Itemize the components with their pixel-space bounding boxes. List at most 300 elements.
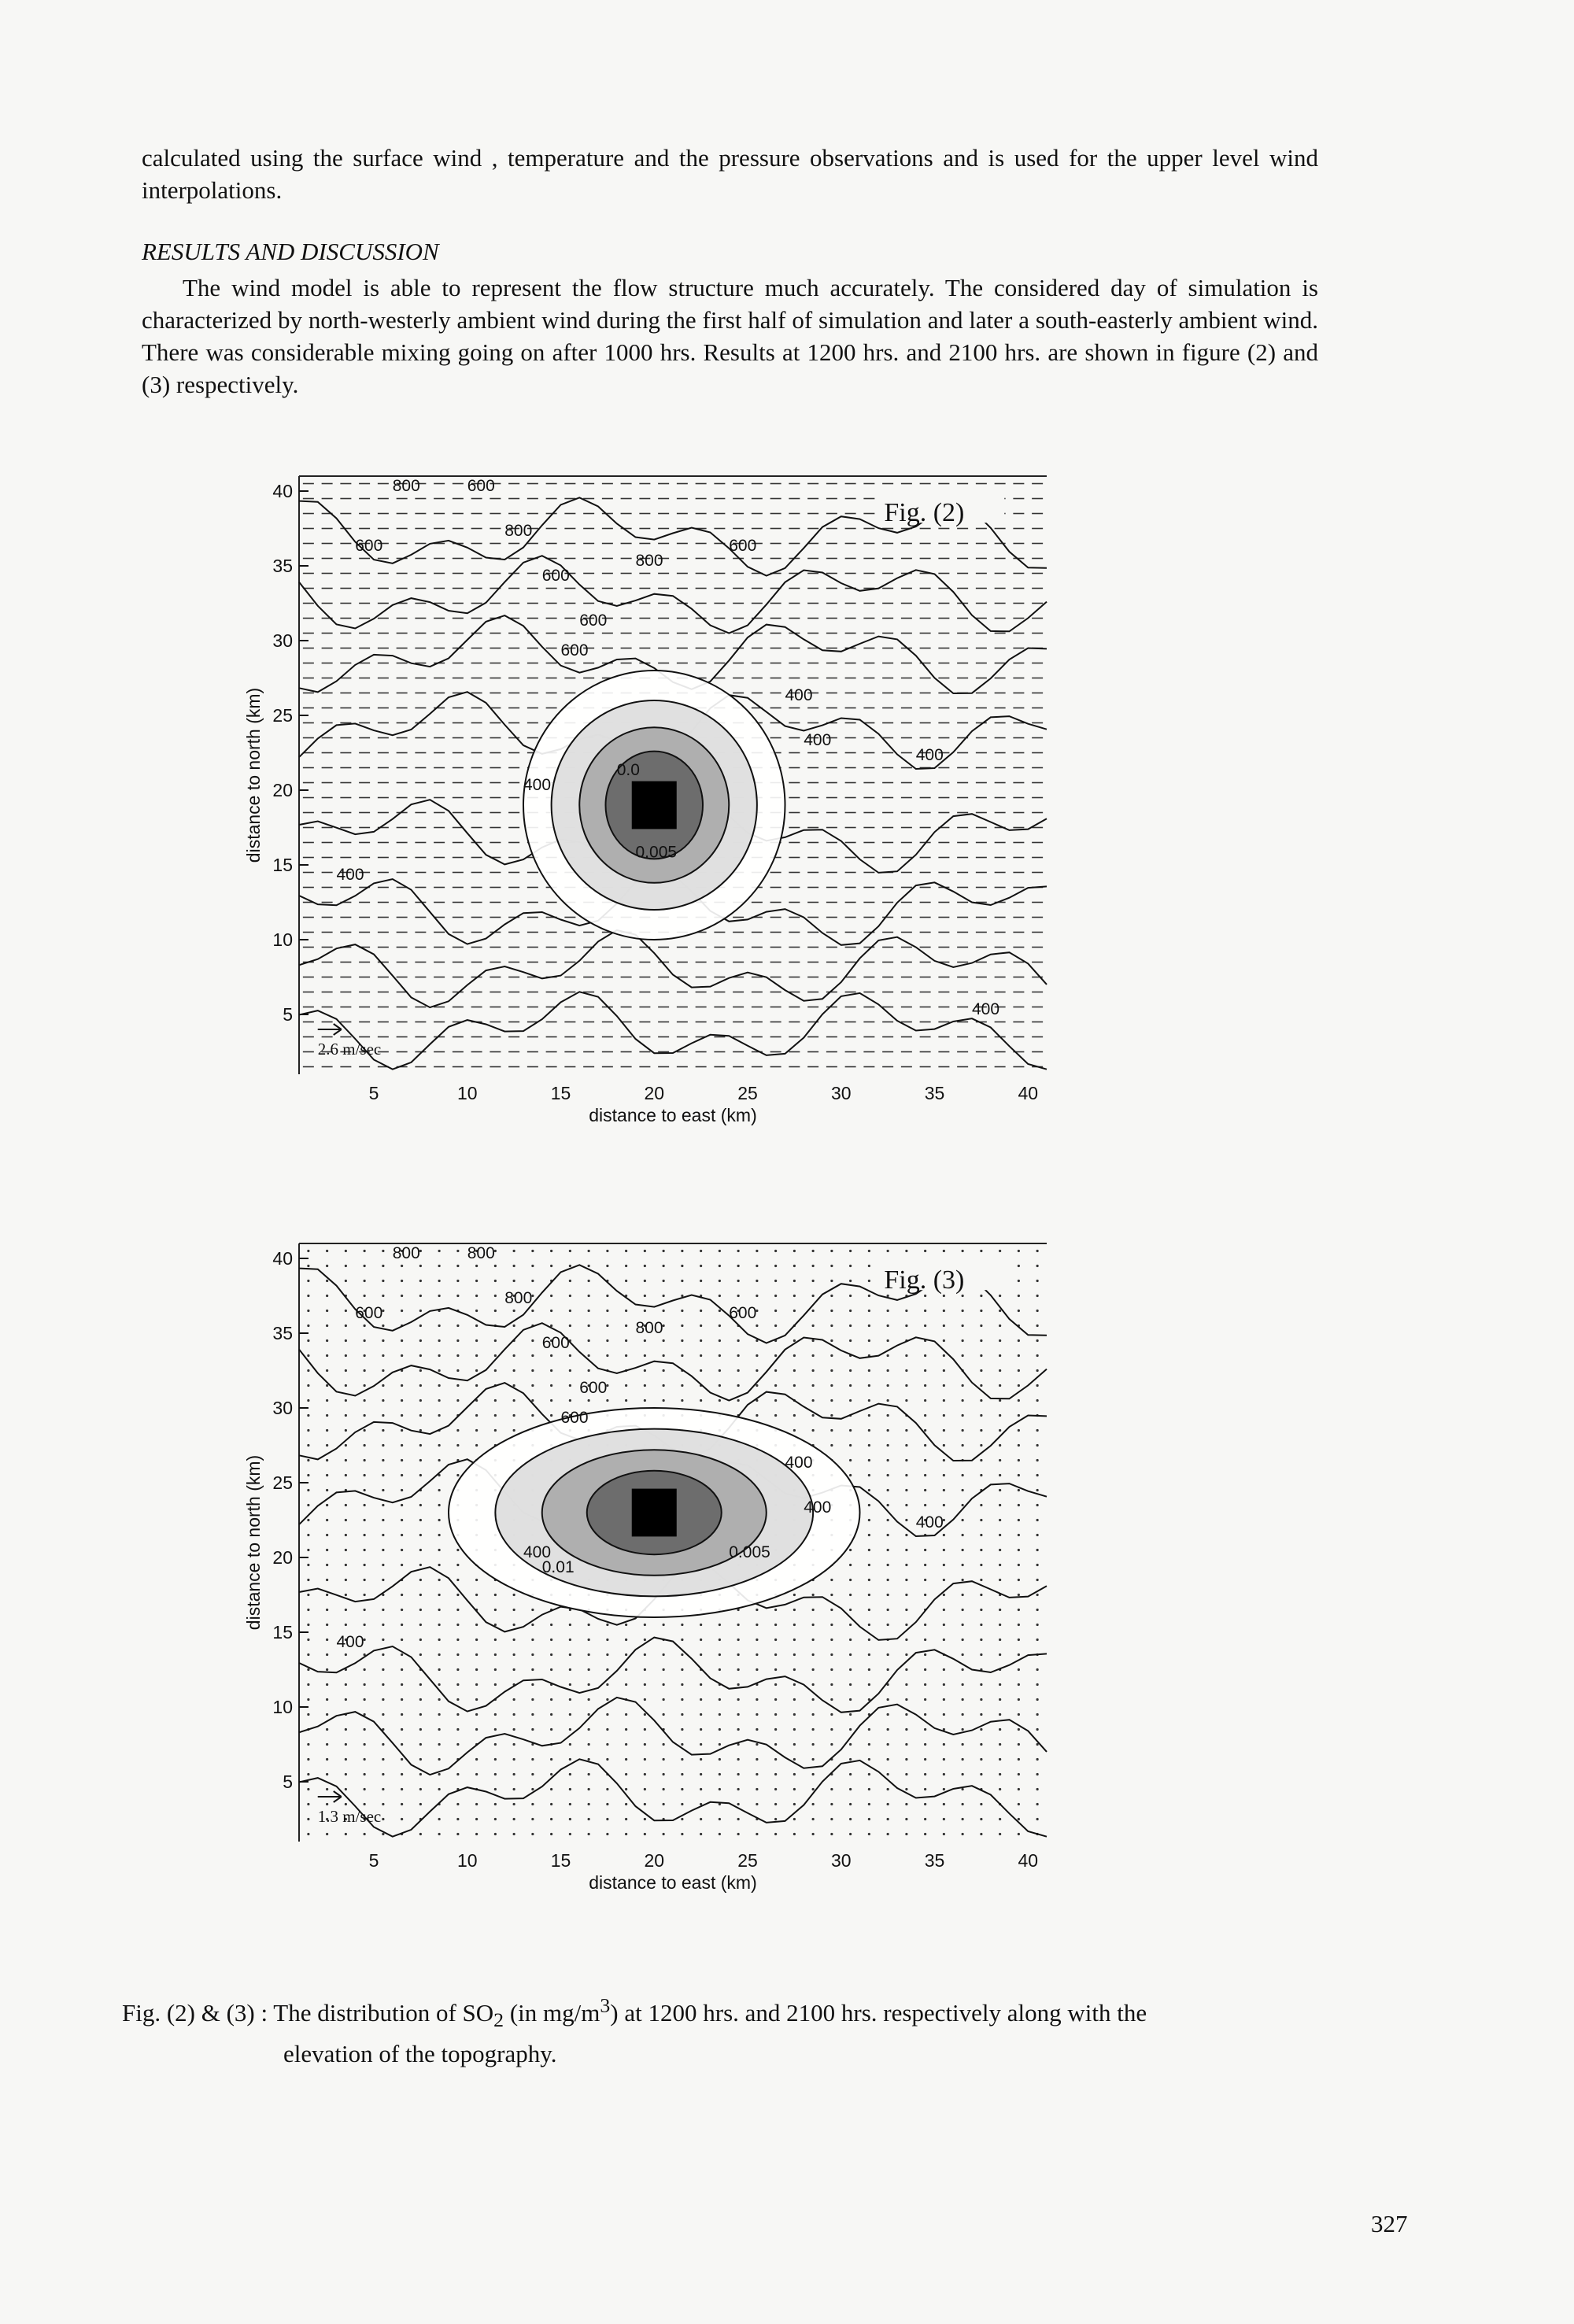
wind-vector [475,1833,478,1835]
wind-vector [364,1668,366,1671]
wind-vector [569,1683,571,1686]
wind-vector [550,1369,552,1372]
wind-vector [364,1624,366,1626]
caption-line-1: Fig. (2) & (3) : The distribution of $SO_2$ (in $mg/m^3$) at 1200 hrs. and 2100 hrs. respectively along with the [122,1994,1147,2032]
wind-vector [588,1295,590,1297]
wind-vector [681,1310,683,1312]
wind-vector [401,1474,403,1476]
wind-vector [456,1818,459,1820]
wind-vector [830,1354,833,1357]
wind-vector [644,1295,646,1297]
wind-vector [401,1653,403,1656]
results-paragraph: The wind model is able to represent the flow structure much accurately. The considered day of simulation is characterized by north-westerly ambient wind during the first half of simulation and later a south-easterly ambient wind. There was considerable mixing going on after 1000 hrs. Results at 1200 hrs. and 2100 hrs. are shown in figure (2) and (3) respectively. [142,274,1318,398]
wind-vector [419,1564,422,1566]
wind-vector [663,1250,665,1252]
wind-vector [999,1310,1001,1312]
wind-vector [887,1564,889,1566]
wind-vector [849,1459,852,1461]
wind-vector [475,1698,478,1701]
wind-vector [1036,1713,1039,1716]
wind-vector [1018,1339,1020,1342]
wind-vector [419,1639,422,1641]
wind-vector [419,1265,422,1267]
wind-vector [905,1818,907,1820]
wind-vector [1018,1384,1020,1387]
wind-vector [887,1489,889,1491]
wind-vector [924,1668,926,1671]
wind-vector [625,1339,627,1342]
wind-vector [364,1534,366,1536]
wind-vector [868,1519,870,1521]
wind-vector [1036,1339,1039,1342]
wind-vector [868,1653,870,1656]
wind-vector [830,1728,833,1731]
wind-vector [663,1713,665,1716]
wind-vector [588,1833,590,1835]
wind-vector [681,1668,683,1671]
wind-vector [644,1758,646,1761]
wind-vector [756,1713,758,1716]
wind-vector [962,1698,964,1701]
wind-vector [737,1295,740,1297]
wind-vector [999,1624,1001,1626]
wind-vector [364,1758,366,1761]
wind-vector [943,1818,945,1820]
topography-contour-line [299,930,1047,1007]
wind-vector [793,1713,796,1716]
wind-vector [999,1549,1001,1551]
wind-vector [830,1594,833,1596]
wind-vector [513,1250,515,1252]
wind-vector [793,1295,796,1297]
wind-vector [307,1668,309,1671]
y-tick-label: 5 [283,1772,293,1792]
wind-vector [531,1354,534,1357]
wind-vector [830,1339,833,1342]
wind-vector [307,1414,309,1417]
wind-vector [326,1579,328,1581]
wind-vector [962,1624,964,1626]
wind-vector [401,1339,403,1342]
wind-vector [999,1354,1001,1357]
wind-vector [494,1818,497,1820]
wind-vector [345,1369,347,1372]
wind-vector [326,1339,328,1342]
wind-vector [382,1325,384,1327]
wind-vector [905,1369,907,1372]
wind-vector [326,1325,328,1327]
wind-vector [700,1325,702,1327]
wind-vector [830,1579,833,1581]
wind-vector [569,1280,571,1282]
topography-contour-line [299,1759,1047,1836]
wind-vector [326,1310,328,1312]
wind-vector [326,1743,328,1746]
wind-vector [793,1354,796,1357]
wind-vector [905,1310,907,1312]
wind-vector [550,1788,552,1790]
wind-vector [849,1429,852,1432]
wind-vector [588,1803,590,1805]
wind-vector [999,1579,1001,1581]
wind-vector [401,1414,403,1417]
wind-vector [1018,1758,1020,1761]
wind-vector [849,1549,852,1551]
wind-vector [513,1639,515,1641]
wind-vector [475,1668,478,1671]
wind-vector [924,1833,926,1835]
wind-vector [531,1399,534,1402]
wind-vector [663,1295,665,1297]
wind-vector [606,1803,608,1805]
wind-vector [905,1639,907,1641]
wind-vector [793,1384,796,1387]
wind-vector [793,1698,796,1701]
wind-vector [943,1369,945,1372]
wind-vector [849,1280,852,1282]
wind-vector [868,1683,870,1686]
x-tick-label: 35 [924,1083,945,1103]
wind-vector [588,1250,590,1252]
wind-vector [887,1325,889,1327]
wind-vector [307,1250,309,1252]
wind-vector [531,1833,534,1835]
wind-vector [475,1683,478,1686]
wind-vector [326,1414,328,1417]
wind-vector [438,1414,441,1417]
wind-vector [681,1280,683,1282]
wind-vector [1036,1818,1039,1820]
wind-vector [1018,1354,1020,1357]
wind-vector [999,1683,1001,1686]
wind-vector [1018,1564,1020,1566]
wind-vector [1018,1668,1020,1671]
wind-vector [401,1788,403,1790]
wind-vector [569,1295,571,1297]
wind-vector [1018,1519,1020,1521]
wind-vector [943,1564,945,1566]
wind-vector [887,1295,889,1297]
wind-vector [401,1384,403,1387]
wind-vector [550,1414,552,1417]
wind-vector [494,1265,497,1267]
wind-vector [588,1639,590,1641]
wind-vector [719,1668,721,1671]
wind-vector [569,1713,571,1716]
wind-vector [1018,1414,1020,1417]
wind-vector [456,1773,459,1775]
wind-vector [887,1459,889,1461]
wind-vector [980,1444,982,1446]
wind-vector [644,1668,646,1671]
wind-vector [980,1384,982,1387]
wind-vector [345,1609,347,1611]
wind-vector [625,1399,627,1402]
wind-vector [438,1444,441,1446]
wind-vector [924,1310,926,1312]
wind-vector [905,1384,907,1387]
x-tick-label: 25 [737,1083,758,1103]
wind-vector [924,1444,926,1446]
wind-vector [887,1549,889,1551]
wind-vector [588,1310,590,1312]
wind-vector [887,1310,889,1312]
wind-vector [625,1713,627,1716]
wind-vector [475,1429,478,1432]
wind-vector [905,1698,907,1701]
wind-vector [830,1325,833,1327]
wind-vector [700,1399,702,1402]
wind-vector [606,1758,608,1761]
wind-vector [943,1504,945,1506]
wind-vector [943,1474,945,1476]
topography-contour-label: 600 [729,537,757,555]
wind-vector [868,1818,870,1820]
wind-vector [719,1773,721,1775]
wind-vector [1036,1444,1039,1446]
wind-vector [681,1773,683,1775]
wind-vector [700,1250,702,1252]
wind-vector [606,1399,608,1402]
wind-vector [812,1295,815,1297]
wind-vector [550,1803,552,1805]
wind-vector [307,1459,309,1461]
wind-vector [849,1818,852,1820]
wind-vector [401,1728,403,1731]
wind-vector [1036,1429,1039,1432]
wind-vector [924,1459,926,1461]
wind-vector [999,1728,1001,1731]
x-tick-label: 40 [1018,1850,1039,1871]
wind-vector [943,1788,945,1790]
wind-vector [364,1519,366,1521]
wind-vector [475,1594,478,1596]
wind-vector [999,1429,1001,1432]
wind-vector [924,1698,926,1701]
wind-vector [999,1414,1001,1417]
wind-vector [812,1624,815,1626]
wind-vector [681,1295,683,1297]
wind-vector [868,1280,870,1282]
wind-vector [1018,1818,1020,1820]
wind-vector [924,1594,926,1596]
wind-vector [1018,1534,1020,1536]
wind-vector [905,1773,907,1775]
wind-vector [456,1833,459,1835]
wind-vector [345,1683,347,1686]
wind-vector [382,1519,384,1521]
wind-vector [830,1369,833,1372]
wind-vector [812,1339,815,1342]
wind-vector [419,1833,422,1835]
wind-vector [756,1653,758,1656]
wind-vector [849,1728,852,1731]
wind-vector [326,1713,328,1716]
wind-vector [382,1444,384,1446]
wind-vector [326,1773,328,1775]
wind-vector [905,1728,907,1731]
wind-vector [644,1743,646,1746]
wind-vector [719,1325,721,1327]
wind-vector [606,1265,608,1267]
wind-vector [513,1354,515,1357]
topography-contour-label: 400 [915,746,944,764]
wind-vector [494,1354,497,1357]
wind-vector [307,1579,309,1581]
wind-vector [943,1683,945,1686]
wind-vector [625,1728,627,1731]
wind-vector [905,1788,907,1790]
wind-vector [756,1295,758,1297]
wind-vector [1036,1579,1039,1581]
wind-vector [849,1758,852,1761]
wind-vector [924,1295,926,1297]
wind-vector [606,1668,608,1671]
x-tick-label: 25 [737,1850,758,1871]
wind-vector [494,1280,497,1282]
wind-vector [644,1339,646,1342]
wind-vector [438,1399,441,1402]
wind-vector [401,1683,403,1686]
topography-contour-label: 400 [915,1513,944,1531]
wind-vector [924,1325,926,1327]
wind-vector [307,1653,309,1656]
figure-tag: Fig. (3) [884,1265,965,1295]
wind-vector [700,1683,702,1686]
wind-vector [719,1698,721,1701]
y-axis-title: distance to north (km) [243,687,264,863]
wind-vector [382,1459,384,1461]
wind-vector [719,1369,721,1372]
wind-vector [401,1713,403,1716]
wind-vector [382,1549,384,1551]
wind-vector [943,1384,945,1387]
wind-vector [625,1653,627,1656]
wind-vector [456,1399,459,1402]
wind-vector [980,1519,982,1521]
wind-vector [456,1339,459,1342]
wind-vector [812,1310,815,1312]
wind-vector [569,1743,571,1746]
wind-vector [644,1354,646,1357]
wind-vector [999,1474,1001,1476]
wind-vector [905,1250,907,1252]
wind-vector [887,1504,889,1506]
wind-vector [812,1653,815,1656]
wind-vector [980,1683,982,1686]
wind-vector [1036,1519,1039,1521]
wind-vector [345,1624,347,1626]
wind-vector [569,1818,571,1820]
wind-vector [494,1653,497,1656]
wind-vector [1018,1399,1020,1402]
intro-paragraph: calculated using the surface wind , temperature and the pressure observations and is used for the upper level wind interpolations. [142,144,1318,204]
wind-vector [345,1564,347,1566]
wind-vector [962,1549,964,1551]
wind-vector [681,1803,683,1805]
topography-contour-label: 800 [392,477,420,495]
wind-vector [644,1624,646,1626]
wind-vector [719,1399,721,1402]
wind-vector [943,1549,945,1551]
wind-vector [980,1474,982,1476]
wind-vector [625,1758,627,1761]
wind-vector [1036,1639,1039,1641]
wind-vector [606,1295,608,1297]
wind-vector [962,1519,964,1521]
wind-vector [307,1803,309,1805]
wind-vector [663,1803,665,1805]
wind-vector [663,1384,665,1387]
wind-vector [887,1534,889,1536]
wind-vector [531,1310,534,1312]
wind-vector [980,1728,982,1731]
wind-vector [756,1384,758,1387]
wind-vector [326,1609,328,1611]
wind-vector [905,1758,907,1761]
wind-vector [326,1474,328,1476]
wind-vector [905,1489,907,1491]
wind-vector [364,1743,366,1746]
wind-vector [456,1624,459,1626]
wind-vector [401,1803,403,1805]
wind-vector [962,1773,964,1775]
topography-contour-line [299,1638,1047,1713]
wind-vector [606,1354,608,1357]
wind-vector [1036,1295,1039,1297]
wind-vector [1036,1489,1039,1491]
wind-vector [943,1609,945,1611]
wind-vector [962,1758,964,1761]
wind-vector [849,1579,852,1581]
wind-vector [943,1399,945,1402]
wind-vector [737,1354,740,1357]
wind-vector [812,1743,815,1746]
y-tick-label: 40 [272,481,293,501]
wind-vector [364,1728,366,1731]
wind-vector [905,1624,907,1626]
wind-vector [980,1339,982,1342]
wind-vector [943,1444,945,1446]
wind-vector [307,1609,309,1611]
wind-vector [849,1788,852,1790]
wind-vector [1036,1624,1039,1626]
wind-vector [1018,1803,1020,1805]
wind-vector [382,1833,384,1835]
wind-vector [737,1339,740,1342]
wind-vector [644,1310,646,1312]
wind-vector [737,1265,740,1267]
topography-contour-label: 400 [804,731,832,749]
wind-vector [1018,1653,1020,1656]
wind-vector [307,1369,309,1372]
wind-vector [830,1639,833,1641]
wind-vector [943,1310,945,1312]
wind-vector [700,1728,702,1731]
wind-vector [681,1833,683,1835]
wind-vector [830,1310,833,1312]
topography-contour-label: 800 [504,1289,533,1307]
y-tick-label: 10 [272,1697,293,1717]
wind-vector [868,1414,870,1417]
wind-vector [774,1250,777,1252]
wind-vector [382,1534,384,1536]
wind-vector [307,1354,309,1357]
wind-vector [980,1354,982,1357]
wind-vector [345,1579,347,1581]
wind-vector [606,1698,608,1701]
wind-vector [364,1579,366,1581]
